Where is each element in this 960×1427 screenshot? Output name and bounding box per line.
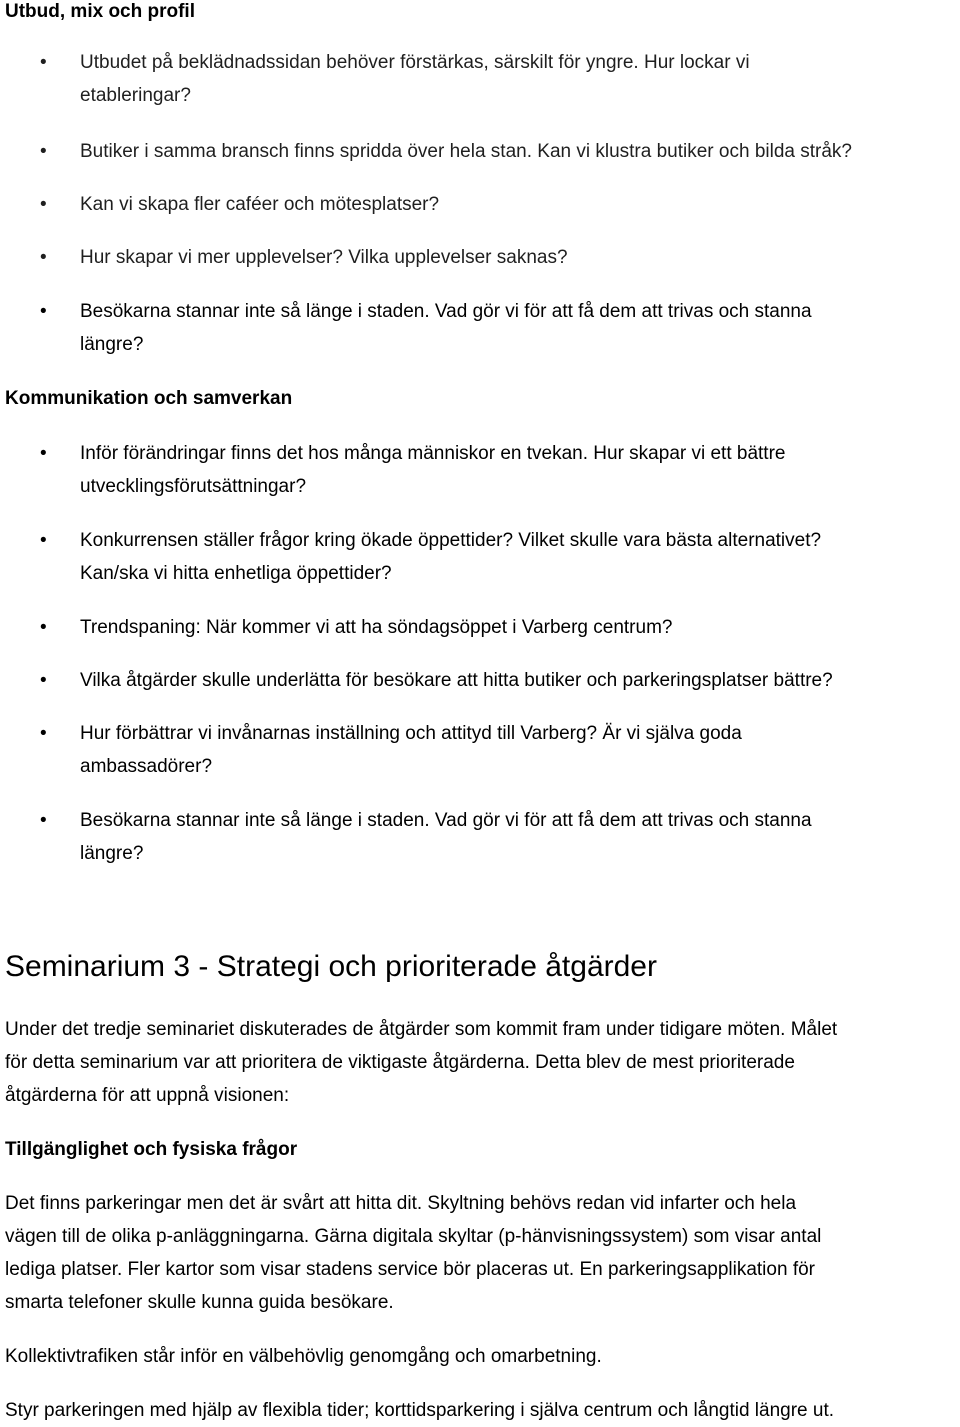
item-line: utvecklingsförutsättningar? xyxy=(80,476,307,497)
item-line: Vilka åtgärder skulle underlätta för besökare att hitta butiker och parkeringsplatser bättre? xyxy=(80,670,833,691)
item-line: Besökarna stannar inte så länge i staden. Vad gör vi för att få dem att trivas och stanna xyxy=(80,301,812,322)
para-line: Kollektivtrafiken står inför en välbehövlig genomgång och omarbetning. xyxy=(5,1346,602,1367)
para-line: smarta telefoner skulle kunna guida besökare. xyxy=(5,1292,394,1313)
seminar-title: Seminarium 3 - Strategi och prioriterade åtgärder xyxy=(5,950,657,983)
para-line: åtgärderna för att uppnå visionen: xyxy=(5,1085,290,1106)
heading-utbud: Utbud, mix och profil xyxy=(5,1,195,22)
paragraph-kollektivtrafik xyxy=(5,1340,957,1373)
bullet: • xyxy=(40,301,47,322)
item-line: Kan vi skapa fler caféer och mötesplatser? xyxy=(80,194,440,215)
paragraph-parkering xyxy=(5,1187,957,1319)
bullet: • xyxy=(40,443,47,464)
item-line: Besökarna stannar inte så länge i staden. Vad gör vi för att få dem att trivas och stanna xyxy=(80,810,812,831)
para-line: Det finns parkeringar men det är svårt att hitta dit. Skyltning behövs redan vid infarter och hela xyxy=(5,1193,797,1214)
item-line: Inför förändringar finns det hos många människor en tvekan. Hur skapar vi ett bättre xyxy=(80,443,786,464)
paragraph-styr-parkering xyxy=(5,1394,957,1427)
bullet: • xyxy=(40,194,47,215)
item-line: Kan/ska vi hitta enhetliga öppettider? xyxy=(80,563,392,584)
para-line: vägen till de olika p-anläggningarna. Gärna digitala skyltar (p-hänvisningssystem) som visar antal xyxy=(5,1226,822,1247)
bullet: • xyxy=(40,810,47,831)
bullet: • xyxy=(40,141,47,162)
item-line: ambassadörer? xyxy=(80,756,213,777)
para-line: Styr parkeringen med hjälp av flexibla tider; korttidsparkering i själva centrum och långtid längre ut. xyxy=(5,1400,835,1421)
bullet: • xyxy=(40,617,47,638)
item-line: Konkurrensen ställer frågor kring ökade öppettider? Vilket skulle vara bästa alternativet? xyxy=(80,530,822,551)
heading-kommunikation: Kommunikation och samverkan xyxy=(5,388,293,409)
item-line: etableringar? xyxy=(80,85,191,106)
item-line: längre? xyxy=(80,843,144,864)
seminar-intro xyxy=(5,1013,957,1112)
heading-tillganglighet: Tillgänglighet och fysiska frågor xyxy=(5,1139,298,1160)
bullet: • xyxy=(40,723,47,744)
para-line: för detta seminarium var att prioritera de viktigaste åtgärderna. Detta blev de mest prioriterade xyxy=(5,1052,795,1073)
bullet: • xyxy=(40,670,47,691)
para-line: Under det tredje seminariet diskuterades de åtgärder som kommit fram under tidigare möten. Målet xyxy=(5,1019,838,1040)
item-line: Hur förbättrar vi invånarnas inställning och attityd till Varberg? Är vi själva goda xyxy=(80,723,742,744)
bullet: • xyxy=(40,247,47,268)
item-line: längre? xyxy=(80,334,144,355)
bullet: • xyxy=(40,52,47,73)
para-line: lediga platser. Fler kartor som visar stadens service bör placeras ut. En parkeringsapplikation för xyxy=(5,1259,815,1280)
bullet: • xyxy=(40,530,47,551)
item-line: Utbudet på beklädnadssidan behöver förstärkas, särskilt för yngre. Hur lockar vi xyxy=(80,52,750,73)
item-line: Hur skapar vi mer upplevelser? Vilka upplevelser saknas? xyxy=(80,247,568,268)
item-line: Trendspaning: När kommer vi att ha söndagsöppet i Varberg centrum? xyxy=(80,617,673,638)
item-line: Butiker i samma bransch finns spridda över hela stan. Kan vi klustra butiker och bilda stråk? xyxy=(80,141,852,162)
